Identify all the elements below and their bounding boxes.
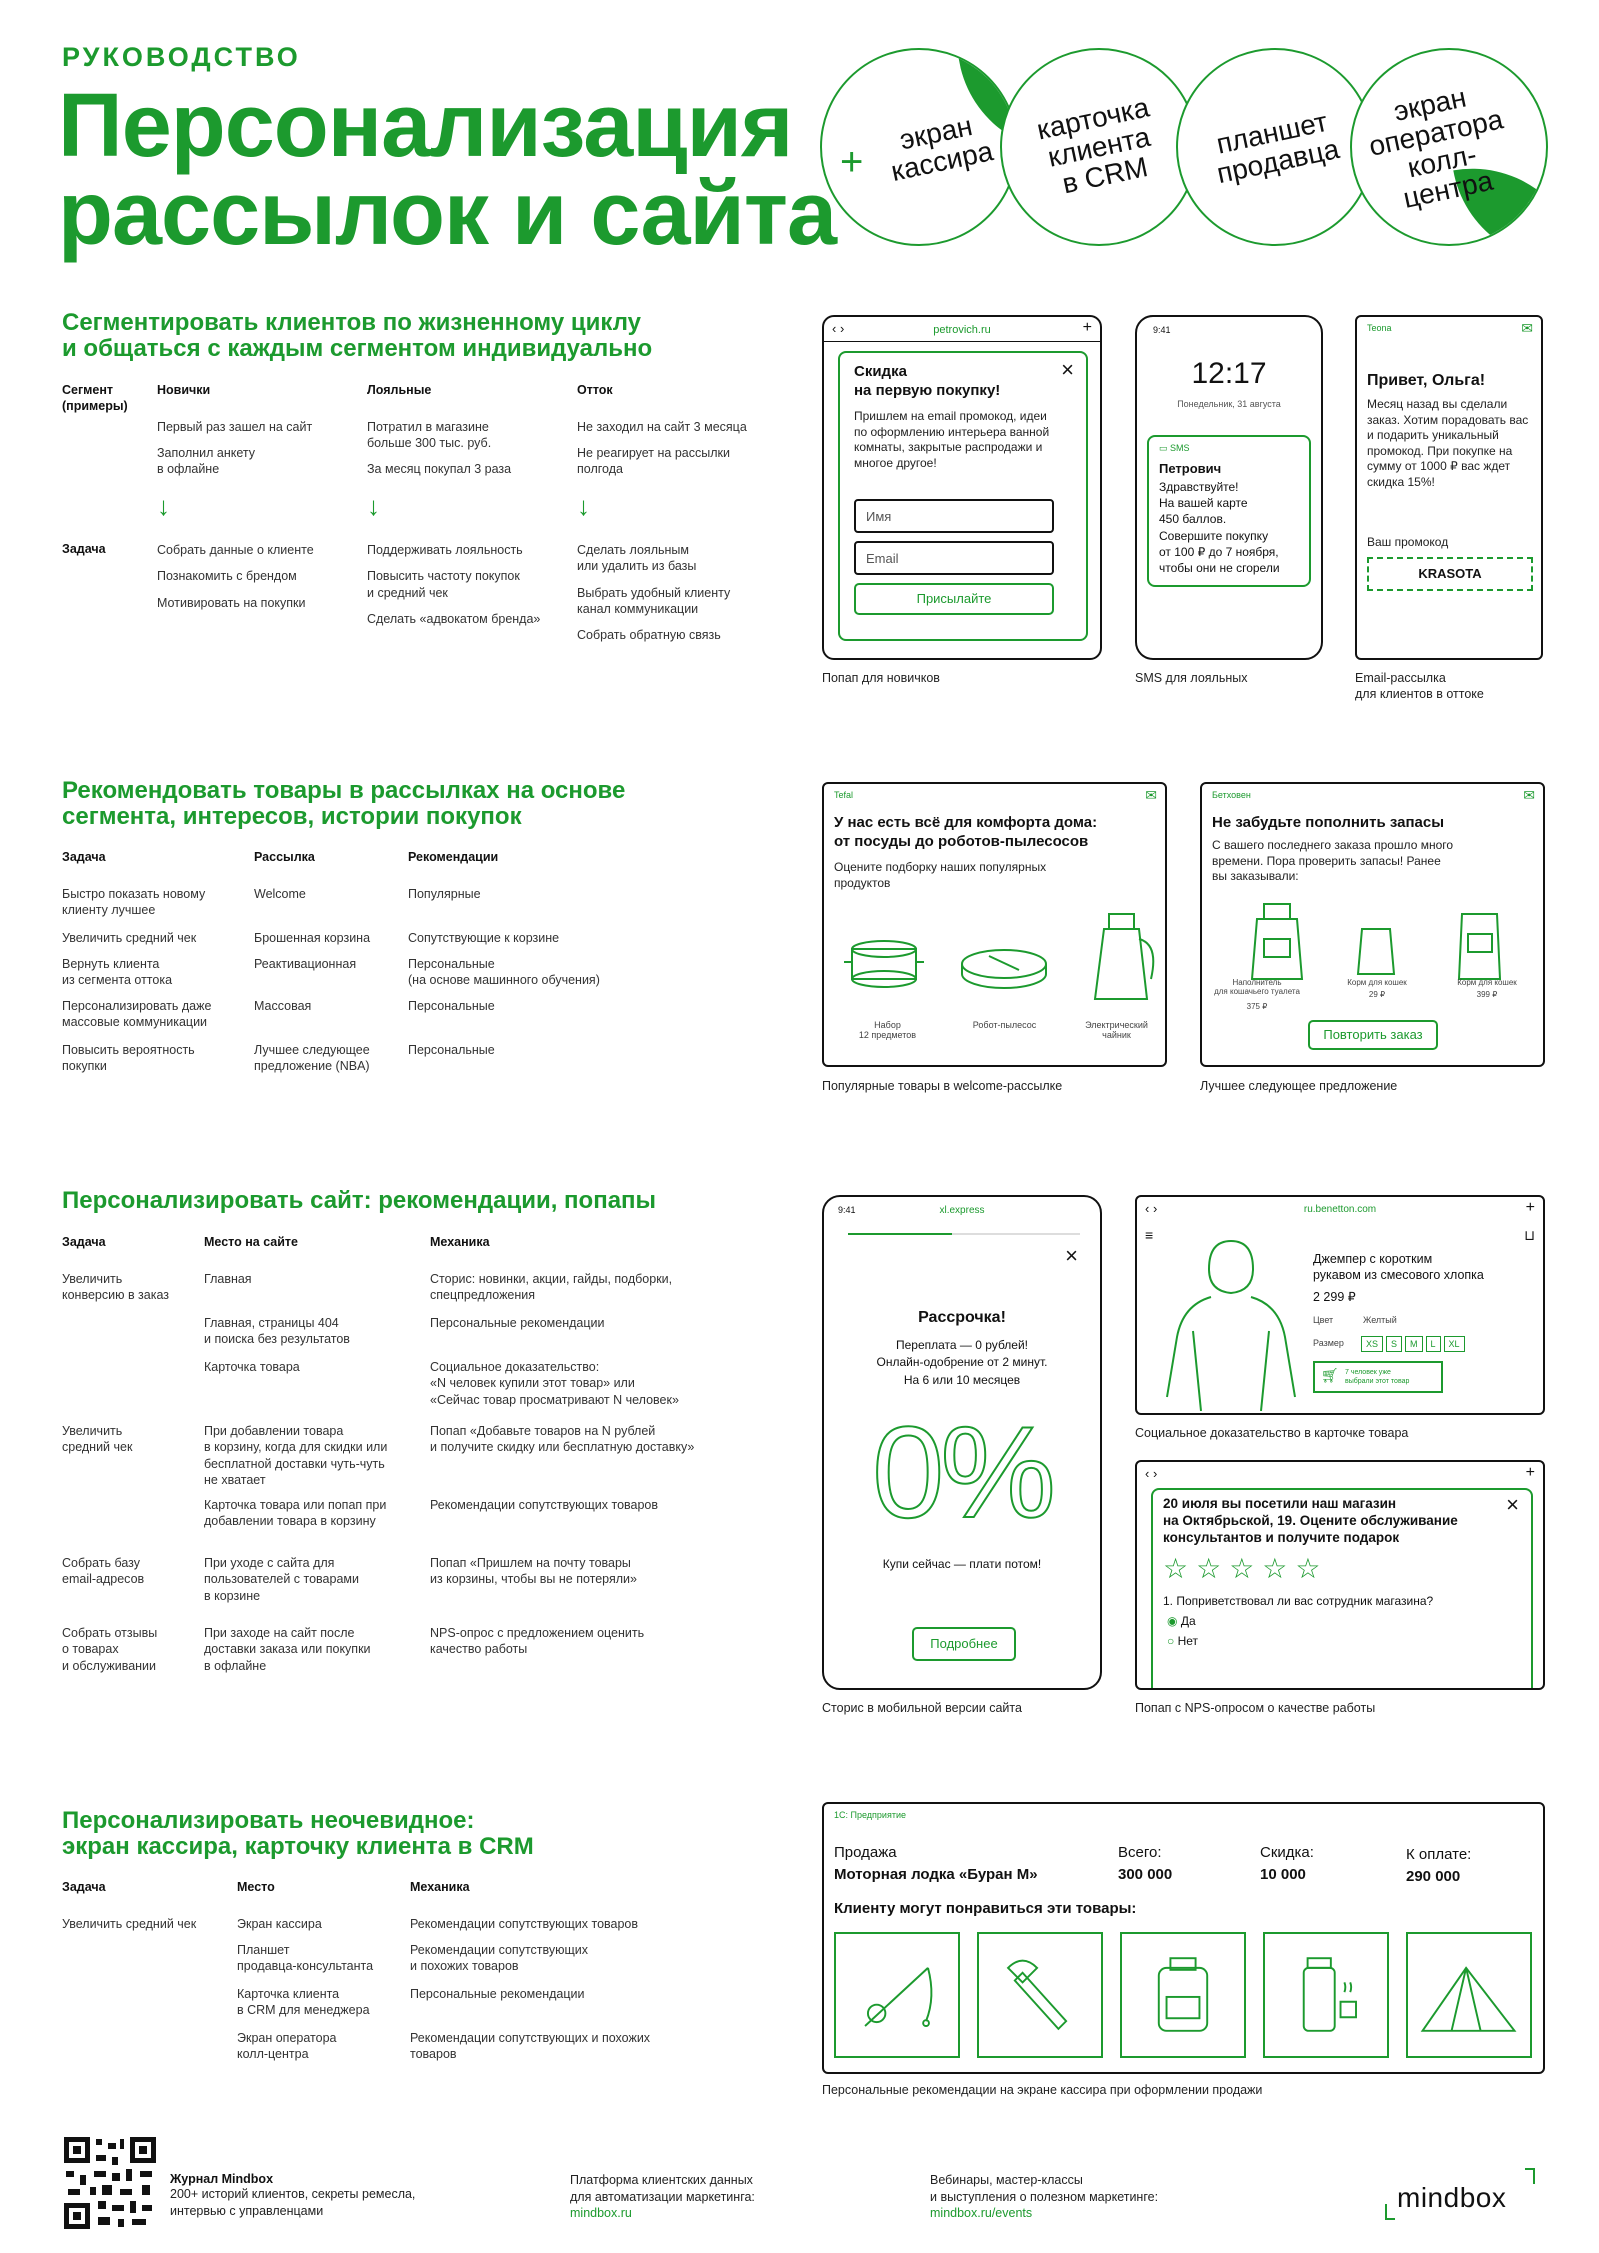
heading-line: Рекомендовать товары в рассылках на основе [62,777,626,804]
email-text: С вашего последнего заказа прошло много времени. Пора проверить запасы! Ранее вы заказывали: [1212,838,1454,884]
section1-heading [62,310,652,362]
sms-phone-mockup [1135,315,1323,660]
email-title: Не забудьте пополнить запасы [1212,814,1445,831]
section3-heading: Персонализировать сайт: рекомендации, попапы [62,1187,657,1214]
col-header: Рекомендации [408,850,499,864]
cell: Экран кассира [237,1917,322,1931]
backpack-icon [1122,1934,1244,2056]
app-title: 1С: Предприятие [834,1810,906,1820]
row-label-segment [62,383,128,414]
product-price: 2 299 ₽ [1313,1290,1356,1304]
events-link[interactable]: mindbox.ru/events [930,2205,1033,2220]
radio-label: Да [1180,1614,1196,1628]
nps-title: 20 июля вы посетили наш магазин на Октябрьской, 19. Оцените обслуживание консультантов и получите подарок [1163,1496,1458,1545]
task-item: Выбрать удобный клиенту канал коммуникации [577,585,731,616]
cell: Быстро показать новому клиенту лучшее [62,887,206,918]
cat-food-pouch-icon [1358,929,1394,974]
segment-item: Первый раз зашел на сайт [157,419,313,434]
email-field[interactable]: Email [854,541,1054,575]
cell: Главная [204,1272,252,1286]
cell: Массовая [254,999,312,1013]
heading-line: экран кассира, карточку клиента в CRM [62,1832,534,1860]
cell: При уходе с сайта для пользователей с товарами в корзине [204,1556,359,1603]
col-title: Отток [577,383,613,397]
caption: Лучшее следующее предложение [1200,1079,1398,1093]
product-label: Робот-пылесос [972,1020,1037,1030]
journal-title: Журнал Mindbox [170,2172,274,2186]
cookware-set-icon [844,941,924,987]
label: Сегмент [62,383,114,397]
total-value: 300 000 [1118,1866,1173,1883]
cell: Увеличить конверсию в заказ [62,1272,170,1303]
heading-line: сегмента, интересов, истории покупок [62,802,522,830]
circle-crm [1000,48,1198,246]
caption: Персональные рекомендации на экране кассира при оформлении продажи [822,2083,1263,2097]
plus-icon: + [840,140,864,184]
details-button[interactable]: Подробнее [912,1627,1016,1661]
product-title: Джемпер с коротким рукавом из смесового хлопка [1313,1252,1484,1283]
story-phone-mockup [822,1195,1102,1690]
segment-col-churn [577,383,777,642]
email-brand: Бетховен [1212,790,1251,800]
litter-bag-icon [1252,904,1302,979]
popup-window [838,351,1088,641]
email-text: Месяц назад вы сделали заказ. Хотим порадовать вас и подарить уникальный промокод. При покупке на сумму от 1000 ₽ вас ждет скидка 15%! [1367,397,1529,489]
size-option[interactable]: XL [1444,1336,1465,1352]
story-title: Рассрочка! [918,1309,1006,1326]
product-name: Корм для кошек [1457,978,1517,987]
platform-link[interactable]: mindbox.ru [570,2205,632,2220]
task-item: Познакомить с брендом [157,569,297,584]
cell: Рекомендации сопутствующих товаров [410,1917,639,1931]
segment-item: Потратил в магазине больше 300 тыс. руб. [367,419,492,450]
email-mockup [1355,315,1543,660]
mail-icon: ✉ [1523,787,1535,803]
tent-icon [1408,1934,1530,2056]
cell: Лучшее следующее предложение (NBA) [254,1043,370,1074]
popup-text: Пришлем на email промокод, идеи по оформлению интерьера ванной комнаты, закрытые распродажи и многое другое! [854,409,1050,470]
circle-tablet [1176,48,1374,246]
row-label-task: Задача [62,542,106,556]
mail-icon: ✉ [1145,787,1157,803]
email-title: У нас есть всё для комфорта дома: от посуды до роботов-пылесосов [834,814,1098,850]
cell: Welcome [254,887,306,901]
circle-cashier [820,48,1018,246]
size-option[interactable]: L [1426,1336,1441,1352]
size-option[interactable]: S [1386,1336,1402,1352]
story-text: Переплата — 0 рублей! Онлайн-одобрение от 2 минут. На 6 или 10 месяцев [876,1338,1048,1387]
heading-line: и общаться с каждым сегментом индивидуально [62,334,653,362]
radio-yes[interactable] [1167,1614,1196,1628]
circle-text: экран оператора колл- центра [1366,81,1506,215]
qr-code-icon [62,2135,158,2231]
caption: Email-рассылка для клиентов в оттоке [1355,671,1484,702]
task-item: Поддерживать лояльность [367,543,523,557]
status-time: 9:41 [1153,325,1171,335]
cell: Персональные рекомендации [410,1987,585,2001]
journal-text: 200+ историй клиентов, секреты ремесла, интервью с управленцами [170,2187,416,2218]
cell: Карточка товара [204,1360,300,1374]
subscribe-button[interactable]: Присылайте [854,583,1054,615]
promo-code: KRASOTA [1367,557,1533,591]
cell: Попап «Пришлем на почту товары из корзины, чтобы вы не потеряли» [430,1556,637,1587]
popup-title: Скидка на первую покупку! [854,363,1001,399]
mail-icon: ✉ [1521,320,1533,336]
discount-value: 10 000 [1260,1866,1306,1883]
cell: Реактивационная [254,957,357,971]
nps-mockup [1135,1460,1545,1690]
pos-screen-mockup [822,1802,1545,2074]
logo-corner [1385,2204,1395,2220]
circle-text: карточка клиента в CRM [1034,91,1153,200]
cell: Персонализировать даже массовые коммуникации [62,999,212,1030]
logo-corner [1525,2168,1535,2184]
cell: Сопутствующие к корзине [408,931,560,945]
pet-products-illustration [1212,894,1537,989]
segment-item: За месяц покупал 3 раза [367,462,512,477]
repeat-order-button[interactable]: Повторить заказ [1308,1020,1438,1050]
col-title: Лояльные [367,383,432,397]
pay-label: К оплате: [1406,1846,1472,1863]
product-name: Наполнитель для кошачьего туалета [1214,978,1300,996]
circle-text: экран кассира [888,109,996,188]
kettle-icon [1095,914,1153,999]
task-item: Сделать лояльным или удалить из базы [577,543,697,574]
col-header: Задача [62,1880,106,1894]
task-item: Собрать обратную связь [577,628,721,642]
products-illustration [834,904,1159,1014]
platform-block [570,2172,755,2220]
model-illustration [1161,1231,1301,1411]
kicker: РУКОВОДСТВО [62,42,301,72]
caption: Попап с NPS-опросом о качестве работы [1135,1701,1376,1715]
sms-bubble [1147,435,1311,587]
promo-label: Ваш промокод [1367,535,1449,549]
bethoven-email-mockup [1200,782,1545,1067]
robot-vacuum-icon [962,950,1046,988]
heading-line: Сегментировать клиентов по жизненному циклу [62,309,641,336]
nav-arrows-icon: ‹ › [1145,1466,1158,1481]
color-label: Цвет [1313,1315,1334,1325]
product-tile[interactable] [834,1932,960,2058]
section4-table [62,1880,782,2080]
sms-text: Здравствуйте! На вашей карте 450 баллов. Совершите покупку от 100 ₽ до 7 ноября, чтобы они не сгорели [1159,480,1280,575]
radio-icon: ○ [1167,1634,1175,1648]
tefal-email-mockup [822,782,1167,1067]
title-line-1: Персонализация [58,76,793,176]
platform-text: Платформа клиентских данных для автоматизации маркетинга: [570,2173,755,2204]
divider [824,341,1100,342]
segment-col-loyal [367,383,567,626]
cell: Сторис: новинки, акции, гайды, подборки, спецпредложения [430,1272,673,1303]
cell: Популярные [408,887,481,901]
plus-icon: + [1525,1199,1535,1216]
product-price: 399 ₽ [1476,990,1498,999]
cell: Персональные (на основе машинного обучения) [408,957,600,988]
nav-arrows-icon: ‹ › [1145,1201,1158,1216]
product-label: Набор 12 предметов [858,1020,917,1040]
page-title [58,76,838,265]
cell: Увеличить средний чек [62,1917,197,1931]
cell: Брошенная корзина [254,931,371,945]
color-value: Желтый [1363,1315,1397,1325]
radio-checked-icon: ◉ [1167,1614,1178,1628]
url-bar: ru.benetton.com [1303,1204,1377,1215]
nps-popup [1151,1488,1533,1690]
col-title: Новички [157,383,211,397]
email-title: Привет, Ольга! [1367,372,1486,389]
segment-col-new [157,383,357,610]
cell: Повысить вероятность покупки [62,1043,195,1074]
circle-text: планшет продавца [1213,105,1342,190]
col-header: Место [237,1880,275,1894]
lock-time: 12:17 [1191,357,1267,390]
cell: Персональные рекомендации [430,1316,605,1330]
events-text: Вебинары, мастер-классы и выступления о полезном маркетинге: [930,2173,1159,2204]
caption: Попап для новичков [822,671,940,685]
radio-label: Нет [1177,1634,1199,1648]
status-time: 9:41 [838,1205,856,1215]
email-brand: Tefal [834,790,854,800]
task-item: Сделать «адвокатом бренда» [367,611,541,626]
section3-table [62,1235,782,1695]
nav-arrows-icon: ‹ › [832,321,845,336]
email-brand: Teona [1367,323,1392,333]
col-header: Место на сайте [204,1235,299,1249]
url-bar: petrovich.ru [933,324,991,336]
cell: Экран оператора колл-центра [237,2031,337,2062]
cell: Персональные [408,999,495,1013]
lock-date: Понедельник, 31 августа [1177,399,1281,409]
product-tile[interactable] [1120,1932,1246,2058]
cell: Карточка товара или попап при добавлении товара в корзину [204,1498,387,1529]
mindbox-logo [1385,2168,1535,2222]
caption: SMS для лояльных [1135,671,1248,685]
reco-title: Клиенту могут понравиться эти товары: [834,1900,1137,1917]
caption: Популярные товары в welcome-рассылке [822,1079,1063,1093]
caption: Социальное доказательство в карточке товара [1135,1426,1409,1440]
cart-icon: 🛒︎ [1321,1367,1339,1383]
total-label: Всего: [1118,1844,1162,1861]
qr-code[interactable] [62,2135,158,2231]
radio-no[interactable] [1167,1634,1198,1648]
events-block [930,2172,1158,2220]
social-proof-text: 7 человек уже выбрали этот товар [1345,1369,1410,1386]
sms-sender: Петрович [1159,461,1222,476]
cell: Вернуть клиента из сегмента оттока [62,957,173,988]
product-tile[interactable] [1263,1932,1389,2058]
col-header: Рассылка [254,850,315,864]
circle-callcenter [1350,48,1548,246]
size-option[interactable]: XS [1361,1336,1383,1352]
logo-text: mindbox [1397,2182,1507,2213]
col-header: Механика [410,1880,470,1894]
label: (примеры) [62,398,128,413]
cell: Увеличить средний чек [62,1424,133,1455]
col-header: Задача [62,1235,106,1249]
segment-item: Заполнил анкету в офлайне [157,445,256,477]
social-proof-badge [1313,1361,1443,1393]
title-line-2: рассылок и сайта [58,164,837,265]
cell: Карточка клиента в CRM для менеджера [237,1987,370,2018]
popup-mockup [822,315,1102,660]
cell: Рекомендации сопутствующих товаров [430,1498,659,1512]
nps-question: 1. Поприветствовал ли вас сотрудник магазина? [1163,1594,1434,1608]
cell: При добавлении товара в корзину, когда для скидки или бесплатной доставки чуть-чуть не хватает [204,1424,388,1487]
cell: Главная, страницы 404 и поиска без результатов [204,1316,350,1347]
fishing-rod-icon [836,1934,958,2056]
cell: Рекомендации сопутствующих и похожих товаров [410,2031,651,2062]
close-icon[interactable]: × [1506,1492,1519,1517]
close-icon[interactable]: × [1061,357,1074,382]
story-subtitle: Купи сейчас — плати потом! [882,1557,1042,1571]
product-card-mockup [1135,1195,1545,1415]
sale-label: Продажа [834,1844,897,1861]
section2-heading [62,778,625,830]
name-field[interactable]: Имя [854,499,1054,533]
cat-food-bag-icon [1459,914,1500,979]
size-option[interactable]: M [1405,1336,1423,1352]
heading-line: Персонализировать неочевидное: [62,1807,475,1834]
section4-heading [62,1808,534,1860]
axe-icon [979,1934,1101,2056]
cell: Попап «Добавьте товаров на N рублей и получите скидку или бесплатную доставку» [430,1424,695,1455]
col-header: Задача [62,850,106,864]
size-selector [1361,1334,1468,1352]
url-bar: xl.express [939,1205,985,1216]
rating-stars[interactable]: ☆☆☆☆☆ [1163,1553,1329,1584]
product-price: 29 ₽ [1368,990,1386,999]
discount-label: Скидка: [1260,1844,1314,1861]
cell: Персональные [408,1043,495,1057]
cell: Увеличить средний чек [62,931,197,945]
arrow-down-icon: ↓ [157,491,170,521]
task-item: Собрать данные о клиенте [157,543,314,557]
sms-tag-label: SMS [1170,443,1190,453]
plus-icon: + [1082,319,1092,336]
task-item: Мотивировать на покупки [157,595,306,610]
cell: Планшет продавца-консультанта [237,1943,374,1974]
arrow-down-icon: ↓ [367,491,380,521]
segment-item: Не реагирует на рассылки полгода [577,445,730,477]
product-tile[interactable] [1406,1932,1532,2058]
cell: NPS-опрос с предложением оценить качество работы [430,1626,645,1657]
menu-icon[interactable]: ≡ [1145,1227,1154,1243]
cart-icon[interactable]: ⊔ [1524,1227,1535,1243]
task-item: Повысить частоту покупок и средний чек [367,569,520,600]
arrow-down-icon: ↓ [577,491,590,521]
cell: Социальное доказательство: «N человек купили этот товар» или «Сейчас товар просматривают N человек» [430,1360,679,1407]
cell: При заходе на сайт после доставки заказа или покупки в офлайне [204,1626,371,1673]
cell: Собрать базу email-адресов [62,1556,145,1587]
product-label: Электрический чайник [1085,1020,1148,1040]
pay-value: 290 000 [1406,1868,1461,1885]
plus-icon: + [1525,1464,1535,1481]
segment-item: Не заходил на сайт 3 месяца [577,419,747,434]
zero-percent: 0% [872,1399,1052,1545]
product-tile[interactable] [977,1932,1103,2058]
story-progress [848,1233,1080,1235]
product-price: 375 ₽ [1246,1002,1268,1011]
sms-tag: ▭ SMS [1159,443,1190,453]
col-header: Механика [430,1235,490,1249]
caption: Сторис в мобильной версии сайта [822,1701,1022,1715]
close-icon[interactable]: × [1065,1243,1078,1268]
email-text: Оцените подборку наших популярных продуктов [834,860,1047,890]
cell: Собрать отзывы о товарах и обслуживании [62,1626,158,1673]
thermos-icon [1265,1934,1387,2056]
sale-item: Моторная лодка «Буран М» [834,1866,1038,1883]
journal-block [170,2172,415,2220]
product-name: Корм для кошек [1347,978,1407,987]
cell: Рекомендации сопутствующих и похожих товаров [410,1943,589,1974]
size-label: Размер [1313,1338,1344,1348]
